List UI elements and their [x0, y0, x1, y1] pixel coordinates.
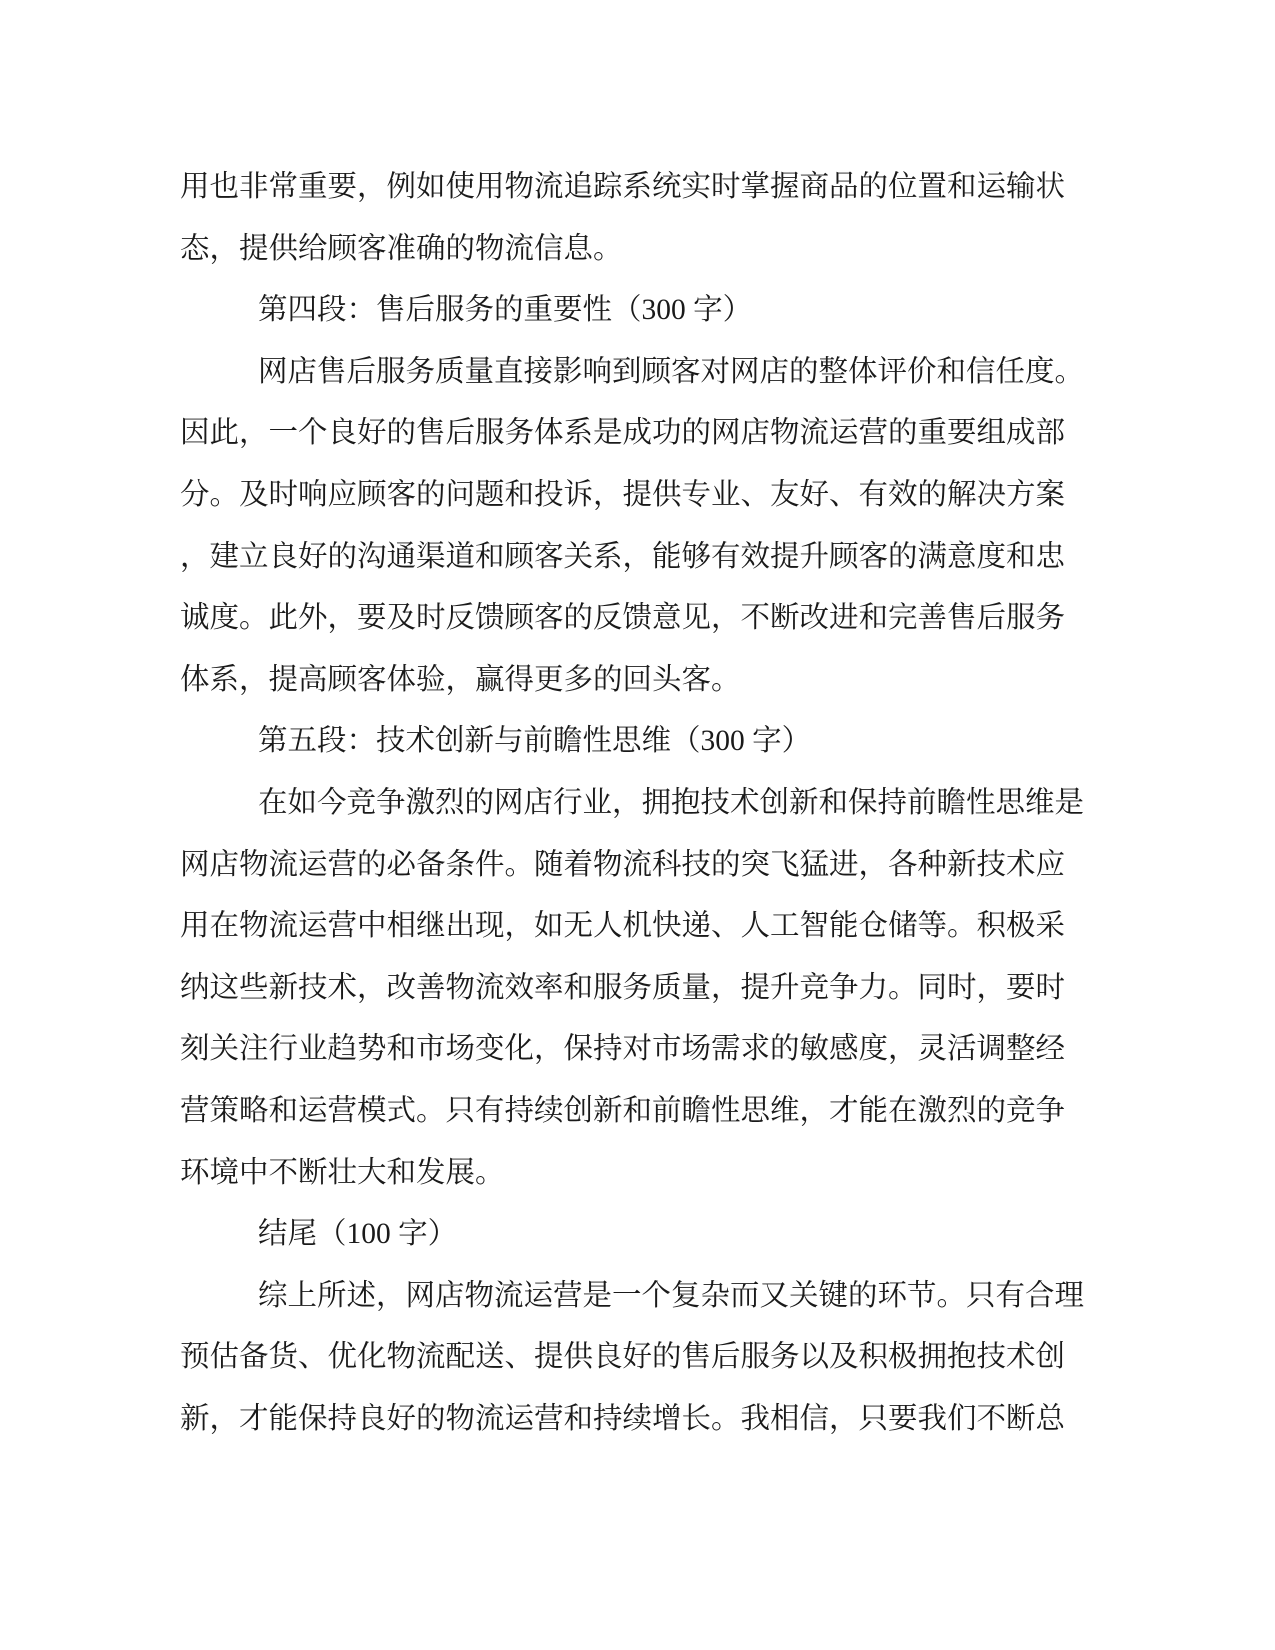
text-line: 环境中不断壮大和发展。	[180, 1156, 505, 1189]
text-line: 用在物流运营中相继出现，如无人机快递、人工智能仓储等。积极采	[180, 910, 1066, 943]
text-line: 预估备货、优化物流配送、提供良好的售后服务以及积极拥抱技术创	[180, 1341, 1066, 1374]
text-line: 体系，提高顾客体验，赢得更多的回头客。	[180, 663, 741, 696]
text-line: 因此，一个良好的售后服务体系是成功的网店物流运营的重要组成部	[180, 417, 1066, 450]
text-line: 在如今竞争激烈的网店行业，拥抱技术创新和保持前瞻性思维是	[258, 786, 1085, 819]
text-line: 新，才能保持良好的物流运营和持续增长。我相信，只要我们不断总	[180, 1402, 1066, 1435]
text-line: 网店物流运营的必备条件。随着物流科技的突飞猛进，各种新技术应	[180, 848, 1066, 881]
document-text-column	[180, 157, 1085, 1450]
text-line: 网店售后服务质量直接影响到顾客对网店的整体评价和信任度。	[258, 355, 1085, 388]
text-line: 用也非常重要，例如使用物流追踪系统实时掌握商品的位置和运输状	[180, 171, 1066, 203]
text-line: ，建立良好的沟通渠道和顾客关系，能够有效提升顾客的满意度和忠	[180, 540, 1066, 573]
text-line: 第四段：售后服务的重要性（300 字）	[258, 294, 753, 327]
text-line: 第五段：技术创新与前瞻性思维（300 字）	[258, 725, 812, 758]
text-line: 营策略和运营模式。只有持续创新和前瞻性思维，才能在激烈的竞争	[180, 1094, 1066, 1127]
text-line: 综上所述，网店物流运营是一个复杂而又关键的环节。只有合理	[258, 1279, 1085, 1312]
text-line: 刻关注行业趋势和市场变化，保持对市场需求的敏感度，灵活调整经	[180, 1033, 1066, 1066]
text-line: 诚度。此外，要及时反馈顾客的反馈意见，不断改进和完善售后服务	[180, 602, 1066, 635]
text-line: 结尾（100 字）	[258, 1218, 458, 1251]
text-line: 纳这些新技术，改善物流效率和服务质量，提升竞争力。同时，要时	[180, 971, 1066, 1004]
text-line: 态，提供给顾客准确的物流信息。	[180, 232, 623, 265]
text-line: 分。及时响应顾客的问题和投诉，提供专业、友好、有效的解决方案	[180, 478, 1066, 511]
